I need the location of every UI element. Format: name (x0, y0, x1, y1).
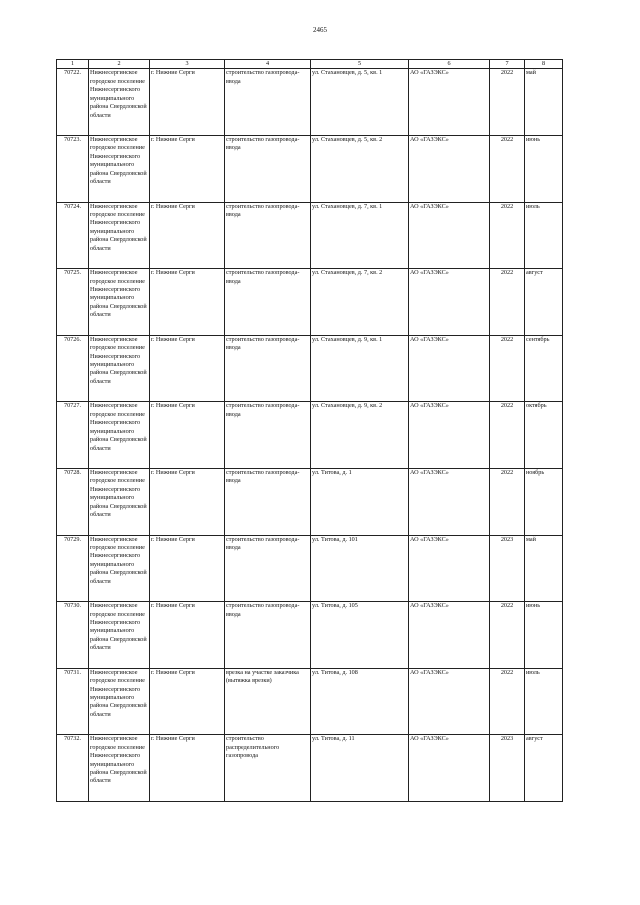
row-number: 70727. (57, 402, 89, 469)
year-cell: 2022 (490, 402, 525, 469)
municipality-cell: Нижнесергинское городское поселение Нижнесергинского муниципального района Свердловской области (89, 69, 150, 136)
settlement-cell: г. Нижние Серги (150, 136, 225, 203)
municipality-cell: Нижнесергинское городское поселение Нижнесергинского муниципального района Свердловской области (89, 136, 150, 203)
row-number: 70726. (57, 335, 89, 402)
table-row (57, 735, 563, 802)
year-cell: 2022 (490, 468, 525, 535)
organization-cell: АО «ГАЗЭКС» (409, 69, 490, 136)
header-row (57, 60, 563, 69)
work-type-cell: строительство газопровода-ввода (225, 535, 311, 602)
municipality-cell: Нижнесергинское городское поселение Нижнесергинского муниципального района Свердловской области (89, 735, 150, 802)
row-number: 70730. (57, 602, 89, 669)
settlement-cell: г. Нижние Серги (150, 335, 225, 402)
column-header: 1 (57, 60, 89, 69)
row-number: 70723. (57, 136, 89, 203)
column-header: 2 (89, 60, 150, 69)
column-header: 8 (525, 60, 563, 69)
month-cell: август (525, 735, 563, 802)
municipality-cell: Нижнесергинское городское поселение Нижнесергинского муниципального района Свердловской области (89, 668, 150, 735)
table-row (57, 136, 563, 203)
year-cell: 2022 (490, 69, 525, 136)
month-cell: август (525, 269, 563, 336)
municipality-cell: Нижнесергинское городское поселение Нижнесергинского муниципального района Свердловской области (89, 535, 150, 602)
register-table (56, 59, 563, 802)
organization-cell: АО «ГАЗЭКС» (409, 136, 490, 203)
row-number: 70732. (57, 735, 89, 802)
address-cell: ул. Стахановцев, д. 5, кв. 1 (311, 69, 409, 136)
address-cell: ул. Стахановцев, д. 9, кв. 1 (311, 335, 409, 402)
organization-cell: АО «ГАЗЭКС» (409, 468, 490, 535)
address-cell: ул. Стахановцев, д. 7, кв. 1 (311, 202, 409, 269)
month-cell: май (525, 535, 563, 602)
month-cell: июнь (525, 602, 563, 669)
work-type-cell: строительство газопровода-ввода (225, 269, 311, 336)
table-row (57, 535, 563, 602)
table-row (57, 468, 563, 535)
row-number: 70724. (57, 202, 89, 269)
address-cell: ул. Титова, д. 101 (311, 535, 409, 602)
work-type-cell: строительство газопровода-ввода (225, 69, 311, 136)
year-cell: 2022 (490, 202, 525, 269)
address-cell: ул. Стахановцев, д. 9, кв. 2 (311, 402, 409, 469)
column-header: 6 (409, 60, 490, 69)
row-number: 70731. (57, 668, 89, 735)
year-cell: 2022 (490, 136, 525, 203)
table-row (57, 402, 563, 469)
settlement-cell: г. Нижние Серги (150, 602, 225, 669)
address-cell: ул. Титова, д. 1 (311, 468, 409, 535)
year-cell: 2022 (490, 668, 525, 735)
settlement-cell: г. Нижние Серги (150, 468, 225, 535)
organization-cell: АО «ГАЗЭКС» (409, 402, 490, 469)
work-type-cell: строительство газопровода-ввода (225, 468, 311, 535)
year-cell: 2022 (490, 335, 525, 402)
table-row (57, 69, 563, 136)
municipality-cell: Нижнесергинское городское поселение Нижнесергинского муниципального района Свердловской области (89, 202, 150, 269)
organization-cell: АО «ГАЗЭКС» (409, 602, 490, 669)
work-type-cell: строительство газопровода-ввода (225, 136, 311, 203)
year-cell: 2022 (490, 269, 525, 336)
work-type-cell: строительство газопровода-ввода (225, 602, 311, 669)
municipality-cell: Нижнесергинское городское поселение Нижнесергинского муниципального района Свердловской области (89, 269, 150, 336)
address-cell: ул. Стахановцев, д. 5, кв. 2 (311, 136, 409, 203)
address-cell: ул. Титова, д. 11 (311, 735, 409, 802)
work-type-cell: строительство газопровода-ввода (225, 202, 311, 269)
work-type-cell: строительство газопровода-ввода (225, 335, 311, 402)
organization-cell: АО «ГАЗЭКС» (409, 735, 490, 802)
month-cell: июнь (525, 136, 563, 203)
organization-cell: АО «ГАЗЭКС» (409, 535, 490, 602)
table-row (57, 202, 563, 269)
month-cell: июль (525, 202, 563, 269)
work-type-cell: строительство газопровода-ввода (225, 402, 311, 469)
municipality-cell: Нижнесергинское городское поселение Нижнесергинского муниципального района Свердловской области (89, 468, 150, 535)
row-number: 70728. (57, 468, 89, 535)
year-cell: 2022 (490, 602, 525, 669)
organization-cell: АО «ГАЗЭКС» (409, 269, 490, 336)
column-header: 3 (150, 60, 225, 69)
month-cell: май (525, 69, 563, 136)
municipality-cell: Нижнесергинское городское поселение Нижнесергинского муниципального района Свердловской области (89, 602, 150, 669)
month-cell: октябрь (525, 402, 563, 469)
organization-cell: АО «ГАЗЭКС» (409, 202, 490, 269)
settlement-cell: г. Нижние Серги (150, 535, 225, 602)
settlement-cell: г. Нижние Серги (150, 202, 225, 269)
address-cell: ул. Титова, д. 105 (311, 602, 409, 669)
table-row (57, 335, 563, 402)
column-header: 4 (225, 60, 311, 69)
table-row (57, 668, 563, 735)
column-header: 5 (311, 60, 409, 69)
organization-cell: АО «ГАЗЭКС» (409, 335, 490, 402)
settlement-cell: г. Нижние Серги (150, 69, 225, 136)
month-cell: сентябрь (525, 335, 563, 402)
organization-cell: АО «ГАЗЭКС» (409, 668, 490, 735)
table-row (57, 269, 563, 336)
settlement-cell: г. Нижние Серги (150, 735, 225, 802)
year-cell: 2023 (490, 735, 525, 802)
settlement-cell: г. Нижние Серги (150, 402, 225, 469)
settlement-cell: г. Нижние Серги (150, 668, 225, 735)
month-cell: июль (525, 668, 563, 735)
row-number: 70729. (57, 535, 89, 602)
work-type-cell: строительство распределительного газопровода (225, 735, 311, 802)
work-type-cell: врезка на участке заказчика (вытяжка врезки) (225, 668, 311, 735)
municipality-cell: Нижнесергинское городское поселение Нижнесергинского муниципального района Свердловской области (89, 402, 150, 469)
address-cell: ул. Титова, д. 108 (311, 668, 409, 735)
month-cell: ноябрь (525, 468, 563, 535)
municipality-cell: Нижнесергинское городское поселение Нижнесергинского муниципального района Свердловской области (89, 335, 150, 402)
row-number: 70722. (57, 69, 89, 136)
address-cell: ул. Стахановцев, д. 7, кв. 2 (311, 269, 409, 336)
page-number: 2465 (313, 26, 327, 34)
table-row (57, 602, 563, 669)
row-number: 70725. (57, 269, 89, 336)
year-cell: 2023 (490, 535, 525, 602)
column-header: 7 (490, 60, 525, 69)
settlement-cell: г. Нижние Серги (150, 269, 225, 336)
